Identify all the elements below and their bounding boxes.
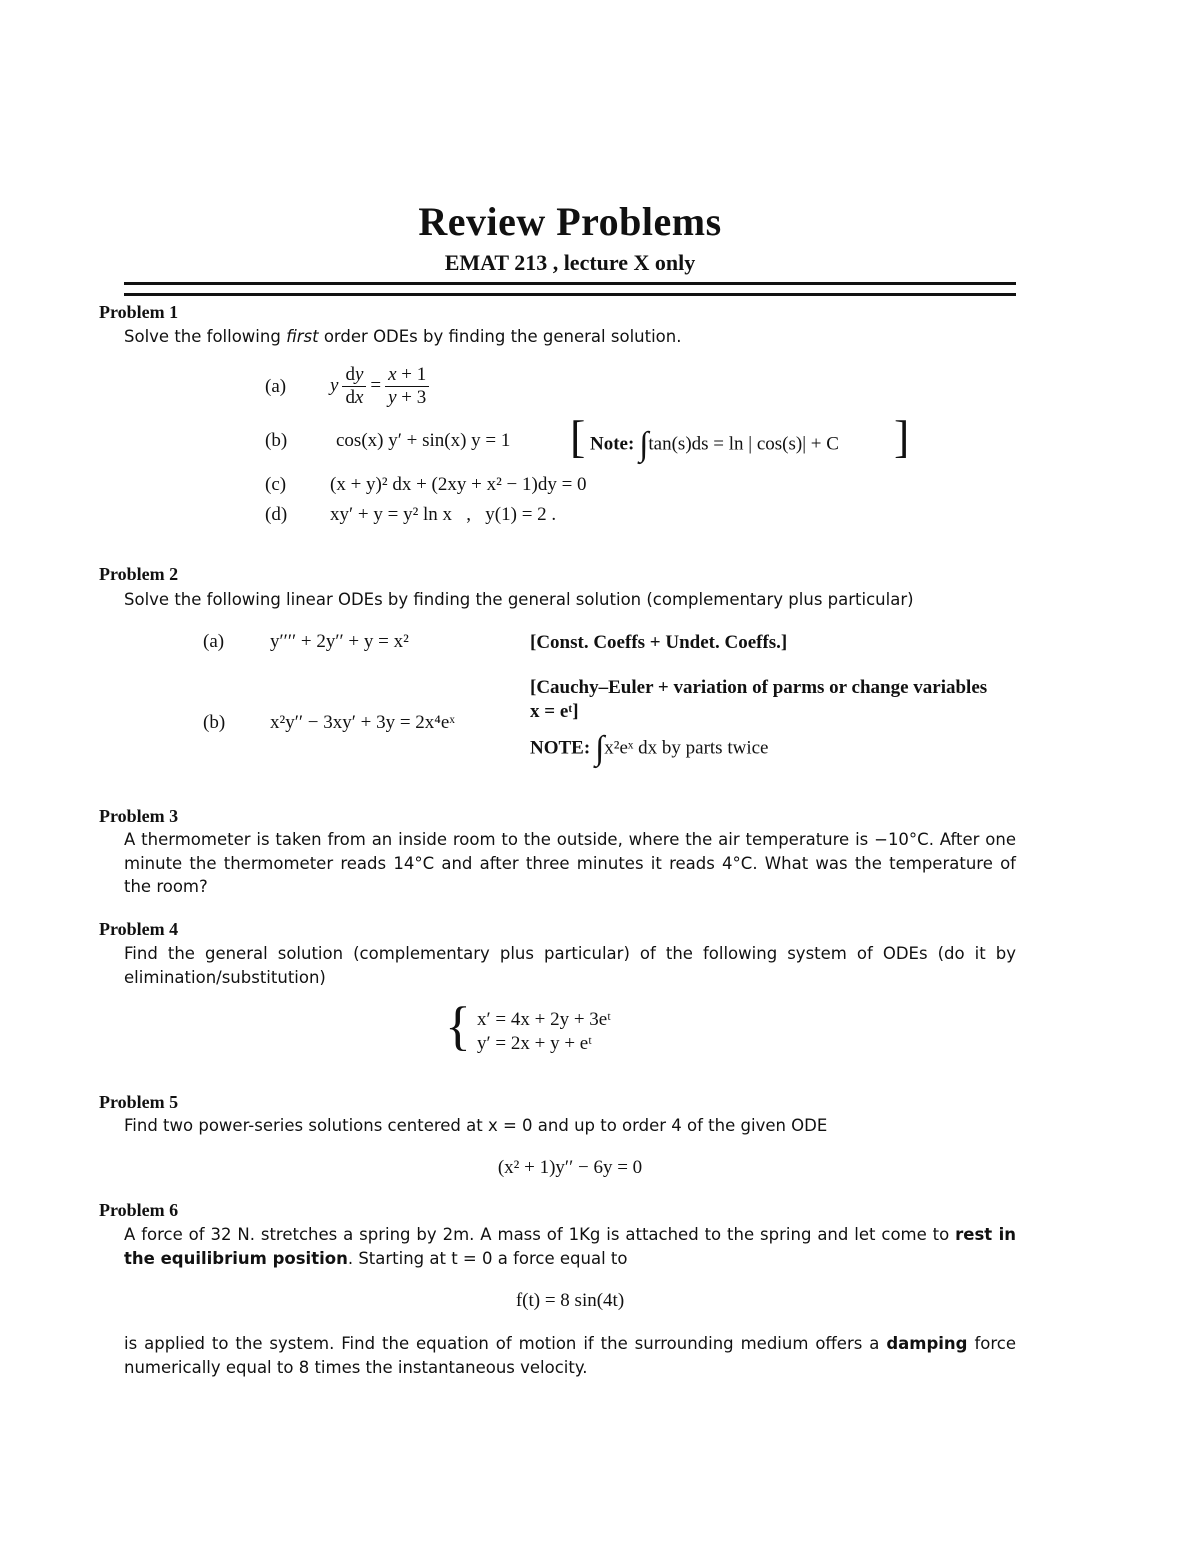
problem-2-part-a-equation: y′′′′ + 2y′′ + y = x² bbox=[270, 631, 409, 652]
problem-1-part-b-equation: cos(x) y′ + sin(x) y = 1 bbox=[336, 430, 511, 451]
problem-1-part-a-label: (a) bbox=[265, 376, 287, 397]
integral-sign: ∫ bbox=[639, 426, 649, 463]
problem-5-title: Problem 5 bbox=[99, 1092, 179, 1112]
problem-6-bold-damping: damping bbox=[886, 1334, 968, 1353]
problem-4-title: Problem 4 bbox=[99, 919, 179, 939]
problem-1-emphasis: first bbox=[286, 327, 319, 346]
problem-6-equation: f(t) = 8 sin(4t) bbox=[515, 1290, 625, 1311]
problem-6-text-2: is applied to the system. Find the equation of motion if the surrounding medium offers a damping force numerically equal to 8 times the instantaneous velocity. bbox=[124, 1334, 1016, 1377]
problem-4-equation-1: x′ = 4x + 2y + 3eᵗ bbox=[477, 1009, 611, 1030]
problem-1-part-c-label: (c) bbox=[265, 474, 287, 495]
problem-4-equation-2: y′ = 2x + y + eᵗ bbox=[477, 1033, 592, 1054]
problem-2-part-a-hint: [Const. Coeffs + Undet. Coeffs.] bbox=[530, 632, 788, 653]
problem-6-bold-phrase: rest in the equilibrium position bbox=[124, 1225, 1017, 1268]
problem-1-part-a-equation: y $\frac{dy}{dx}$ = $\frac{x + 1}{y + 3}$ bbox=[330, 364, 433, 409]
problem-1-part-b-label: (b) bbox=[265, 430, 288, 451]
system-brace: { bbox=[445, 996, 471, 1056]
problem-2-part-b-note: NOTE: ∫x²eˣ dx by parts twice bbox=[530, 730, 769, 767]
problem-1-part-d-equation: xy′ + y = y² ln x , y(1) = 2 . bbox=[330, 504, 557, 525]
problem-5-equation: (x² + 1)y′′ − 6y = 0 bbox=[497, 1157, 643, 1178]
problem-3-title: Problem 3 bbox=[99, 806, 179, 826]
problem-6-text: A force of 32 N. stretches a spring by 2m. A mass of 1Kg is attached to the spring and let come to rest in the equilibrium position. Starting at t = 0 a force equal to bbox=[124, 1225, 1017, 1268]
problem-2-part-b-equation: x²y′′ − 3xy′ + 3y = 2x⁴eˣ bbox=[270, 712, 455, 733]
problem-2-part-a-label: (a) bbox=[203, 631, 225, 652]
header-rule-bottom bbox=[124, 293, 1016, 296]
header-rule-top bbox=[124, 282, 1016, 285]
problem-1-part-c-equation: (x + y)² dx + (2xy + x² − 1)dy = 0 bbox=[330, 474, 587, 495]
problem-2-part-b-hint: [Cauchy–Euler + variation of parms or change variables x = eᵗ] bbox=[530, 677, 988, 722]
problem-4-text: Find the general solution (complementary plus particular) of the following system of ODEs (do it by elimination/substitution) bbox=[124, 944, 1016, 987]
problem-1-note: Note: ∫tan(s)ds = ln | cos(s)| + C bbox=[590, 426, 839, 463]
page-title: Review Problems bbox=[418, 199, 722, 244]
problem-1-text: Solve the following first order ODEs by finding the general solution. bbox=[124, 327, 682, 346]
problem-2-part-b-label: (b) bbox=[203, 712, 226, 733]
problem-1-part-d-label: (d) bbox=[265, 504, 288, 525]
problem-5-text: Find two power-series solutions centered at x = 0 and up to order 4 of the given ODE bbox=[124, 1116, 828, 1135]
integral-sign-2: ∫ bbox=[594, 730, 605, 767]
page-subtitle: EMAT 213 , lecture X only bbox=[444, 250, 696, 275]
problem-6-title: Problem 6 bbox=[99, 1200, 179, 1220]
problem-1-title: Problem 1 bbox=[99, 302, 179, 322]
problem-3-text: A thermometer is taken from an inside room to the outside, where the air temperature is −10°C. After one minute the thermometer reads 14°C and after three minutes it reads 4°C. What was the temperature of the room? bbox=[124, 830, 1016, 896]
problem-2-title: Problem 2 bbox=[99, 564, 179, 584]
problem-2-text: Solve the following linear ODEs by finding the general solution (complementary plus particular) bbox=[124, 590, 914, 609]
note-bracket-left: [ bbox=[570, 411, 586, 462]
note-bracket-right: ] bbox=[894, 411, 910, 462]
